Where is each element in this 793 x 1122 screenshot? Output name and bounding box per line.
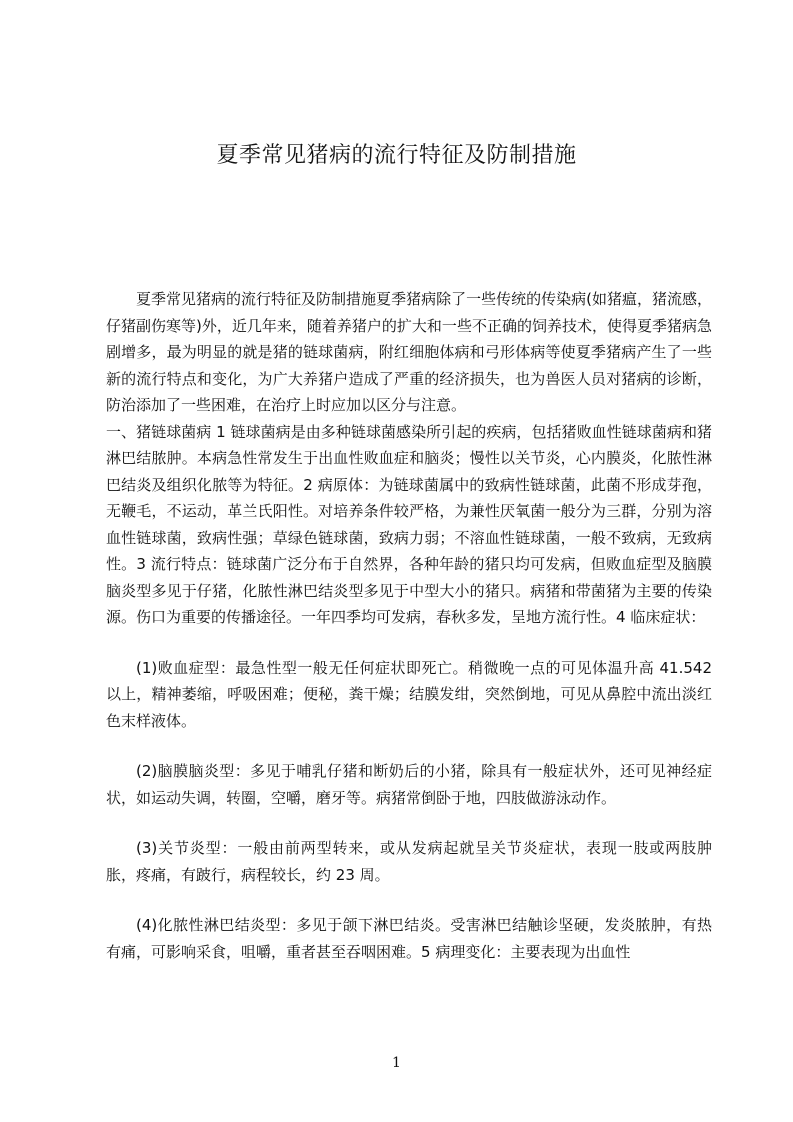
document-title: 夏季常见猪病的流行特征及防制措施 (216, 143, 577, 168)
paragraph-septicemia-type: (1)败血症型：最急性型一般无任何症状即死亡。稍微晚一点的可见体温升高 41.542 以上，精神萎缩，呼吸困难；便秘，粪干燥；结膜发绀，突然倒地，可见从鼻腔中流出淡红色末样液体。 (106, 658, 712, 730)
paragraph-arthritis-type: (3)关节炎型：一般由前两型转来，或从发病起就呈关节炎症状，表现一肢或两肢肿胀，疼痛，有跛行，病程较长，约 23 周。 (106, 839, 712, 884)
paragraph-lymphadenitis-type: (4)化脓性淋巴结炎型：多见于颌下淋巴结炎。受害淋巴结触诊坚硬，发炎脓肿，有热有痛，可影响采食，咀嚼，重者甚至吞咽困难。5 病理变化：主要表现为出血性 (106, 916, 712, 961)
paragraph-meningitis-type: (2)脑膜脑炎型：多见于哺乳仔猪和断奶后的小猪，除具有一般症状外，还可见神经症状，如运动失调，转圈，空嚼，磨牙等。病猪常倒卧于地，四肢做游泳动作。 (106, 762, 712, 807)
paragraph-spacer (106, 734, 712, 758)
paragraph-spacer (106, 811, 712, 835)
paragraph-spacer (106, 888, 712, 912)
paragraph-streptococcus: 一、猪链球菌病 1 链球菌病是由多种链球菌感染所引起的疾病，包括猪败血性链球菌病和猪淋巴结脓肿。本病急性常发生于出血性败血症和脑炎；慢性以关节炎，心内膜炎，化脓性淋巴结炎及组织化脓等为特征。2 病原体：为链球菌属中的致病性链球菌，此菌不形成芽孢，无鞭毛，不运动，革兰氏阳性。对培养条件较严格，为兼性厌氧菌一般分为三群，分别为溶血性链球菌，致病性强；草绿色链球菌，致病力弱；不溶血性链球菌，一般不致病，无致病性。3 流行特点：链球菌广泛分布于自然界，各种年龄的猪只均可发病，但败血症型及脑膜脑炎型多见于仔猪，化脓性淋巴结炎型多见于中型大小的猪只。病猪和带菌猪为主要的传染源。伤口为重要的传播途径。一年四季均可发病，春秋多发，呈地方流行性。4 临床症状： (106, 422, 712, 626)
document-body (106, 286, 712, 965)
page-number: 1 (392, 1055, 401, 1071)
paragraph-spacer (106, 631, 712, 655)
paragraph-intro: 夏季常见猪病的流行特征及防制措施夏季猪病除了一些传统的传染病(如猪瘟，猪流感，仔猪副伤寒等)外，近几年来，随着养猪户的扩大和一些不正确的饲养技术，使得夏季猪病急剧增多，最为明显的就是猪的链球菌病，附红细胞体病和弓形体病等使夏季猪病产生了一些新的流行特点和变化，为广大养猪户造成了严重的经济损失，也为兽医人员对猪病的诊断，防治添加了一些困难，在治疗上时应加以区分与注意。 (106, 290, 712, 414)
